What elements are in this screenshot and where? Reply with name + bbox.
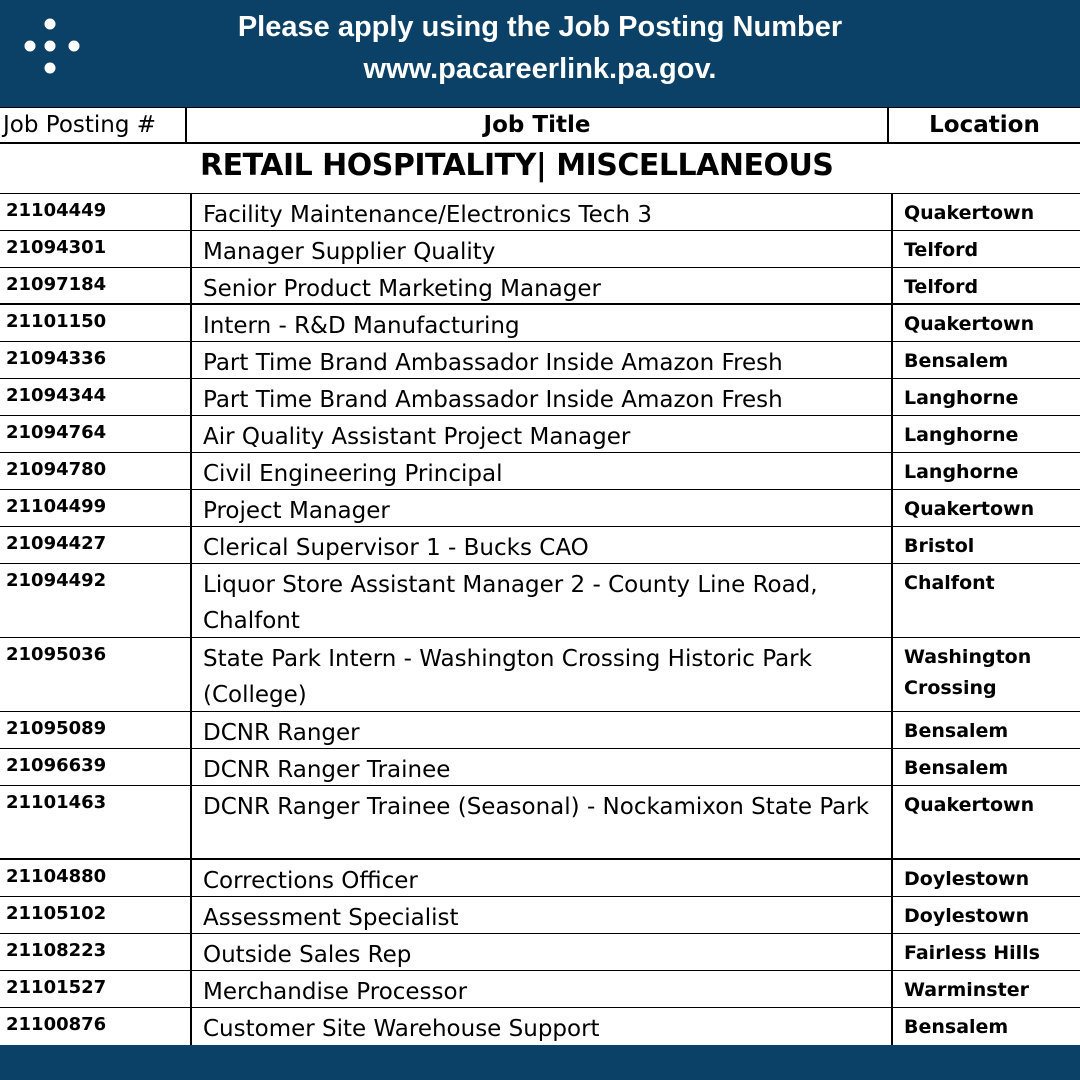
job-posting-number: 21095089	[6, 718, 107, 739]
job-posting-number: 21101150	[6, 311, 107, 332]
job-location: Bristol	[904, 535, 975, 557]
header-banner	[0, 0, 1080, 107]
section-header	[0, 144, 1080, 194]
table-row	[0, 934, 1080, 971]
job-location: Bensalem	[904, 1016, 1009, 1038]
footer-bar	[0, 1045, 1080, 1080]
job-location: Quakertown	[904, 498, 1035, 520]
job-posting-number: 21094344	[6, 385, 107, 406]
job-location: Washington Crossing	[904, 646, 1032, 699]
job-posting-number: 21101463	[6, 792, 107, 813]
table-row	[0, 712, 1080, 749]
job-location: Langhorne	[904, 424, 1019, 446]
job-title: Part Time Brand Ambassador Inside Amazon Fresh	[190, 379, 893, 415]
job-location: Quakertown	[904, 202, 1035, 224]
table-row	[0, 231, 1080, 268]
job-location: Doylestown	[904, 905, 1030, 927]
table-row	[0, 416, 1080, 453]
table-row	[0, 971, 1080, 1008]
job-table	[0, 194, 1080, 1045]
job-title: DCNR Ranger	[190, 712, 893, 748]
job-title: DCNR Ranger Trainee	[190, 749, 893, 785]
job-title: Part Time Brand Ambassador Inside Amazon Fresh	[190, 342, 893, 378]
job-posting-number: 21095036	[6, 644, 107, 665]
column-header-title: Job Title	[483, 112, 591, 138]
table-row	[0, 527, 1080, 564]
job-title: State Park Intern - Washington Crossing Historic Park (College)	[190, 638, 893, 711]
job-title: Merchandise Processor	[190, 971, 893, 1007]
job-location: Bensalem	[904, 350, 1009, 372]
job-title: Corrections Officer	[190, 860, 893, 896]
table-row	[0, 638, 1080, 712]
table-row	[0, 1008, 1080, 1045]
job-posting-number: 21097184	[6, 274, 107, 295]
job-title: Liquor Store Assistant Manager 2 - County Line Road, Chalfont	[190, 564, 893, 637]
job-posting-number: 21100876	[6, 1014, 107, 1035]
job-location: Warminster	[904, 979, 1029, 1001]
job-posting-number: 21101527	[6, 977, 107, 998]
careerlink-url[interactable]: www.pacareerlink.pa.gov.	[363, 53, 717, 85]
job-location: Langhorne	[904, 387, 1019, 409]
job-posting-number: 21094780	[6, 459, 107, 480]
job-title: Civil Engineering Principal	[190, 453, 893, 489]
job-title: Manager Supplier Quality	[190, 231, 893, 267]
job-location: Telford	[904, 276, 979, 298]
section-title: RETAIL HOSPITALITY| MISCELLANEOUS	[200, 148, 834, 183]
table-row	[0, 342, 1080, 379]
table-row	[0, 860, 1080, 897]
job-posting-number: 21104499	[6, 496, 107, 517]
job-title: Facility Maintenance/Electronics Tech 3	[190, 194, 893, 230]
job-posting-number: 21104449	[6, 200, 107, 221]
job-posting-number: 21094492	[6, 570, 107, 591]
job-location: Telford	[904, 239, 979, 261]
table-row	[0, 194, 1080, 231]
table-row	[0, 897, 1080, 934]
job-posting-number: 21094427	[6, 533, 107, 554]
job-title: Project Manager	[190, 490, 893, 526]
table-row	[0, 749, 1080, 786]
job-title: Customer Site Warehouse Support	[190, 1008, 893, 1045]
job-posting-number: 21108223	[6, 940, 107, 961]
job-title: DCNR Ranger Trainee (Seasonal) - Nockamixon State Park	[190, 786, 893, 858]
table-row	[0, 564, 1080, 638]
job-posting-number: 21094764	[6, 422, 107, 443]
job-location: Langhorne	[904, 461, 1019, 483]
table-row	[0, 453, 1080, 490]
job-posting-number: 21096639	[6, 755, 107, 776]
job-title: Intern - R&D Manufacturing	[190, 305, 893, 341]
table-row	[0, 490, 1080, 527]
apply-instruction: Please apply using the Job Posting Number	[237, 11, 843, 43]
table-row	[0, 786, 1080, 860]
job-title: Senior Product Marketing Manager	[190, 268, 893, 303]
table-row	[0, 379, 1080, 416]
job-location: Chalfont	[904, 572, 995, 594]
job-location: Fairless Hills	[904, 942, 1040, 964]
job-location: Quakertown	[904, 313, 1035, 335]
dots-logo-icon	[20, 16, 84, 80]
job-posting-number: 21094301	[6, 237, 107, 258]
job-posting-number: 21104880	[6, 866, 107, 887]
job-title: Clerical Supervisor 1 - Bucks CAO	[190, 527, 893, 563]
job-posting-number: 21094336	[6, 348, 107, 369]
job-location: Bensalem	[904, 757, 1009, 779]
column-header-location: Location	[929, 112, 1040, 138]
job-title: Outside Sales Rep	[190, 934, 893, 970]
job-location: Quakertown	[904, 794, 1035, 816]
job-title: Assessment Specialist	[190, 897, 893, 933]
column-header-row	[0, 107, 1080, 144]
job-posting-number: 21105102	[6, 903, 107, 924]
job-location: Doylestown	[904, 868, 1030, 890]
table-row	[0, 268, 1080, 305]
job-title: Air Quality Assistant Project Manager	[190, 416, 893, 452]
table-row	[0, 305, 1080, 342]
job-location: Bensalem	[904, 720, 1009, 742]
column-header-posting: Job Posting #	[3, 112, 157, 138]
